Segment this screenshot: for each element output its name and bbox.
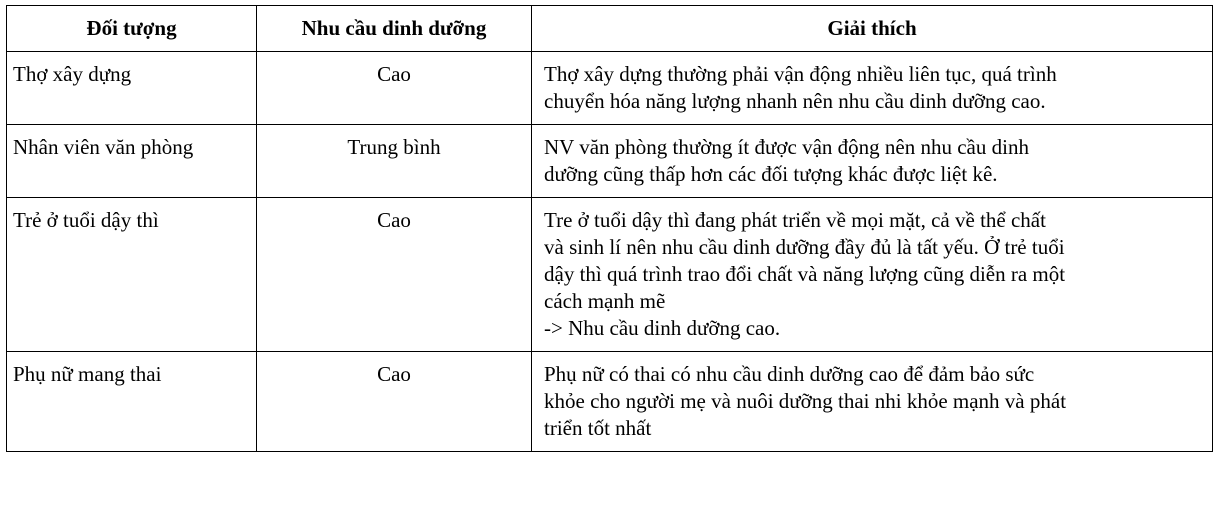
cell-nutrition-need: Trung bình	[257, 125, 532, 198]
explanation-line: dậy thì quá trình trao đổi chất và năng lượng cũng diễn ra một	[544, 262, 1066, 286]
table-body	[7, 52, 1213, 452]
cell-subject: Phụ nữ mang thai	[7, 352, 257, 452]
cell-explanation	[532, 198, 1213, 352]
explanation-line: và sinh lí nên nhu cầu dinh dưỡng đầy đủ là tất yếu. Ở trẻ tuổi	[544, 235, 1065, 259]
cell-nutrition-need: Cao	[257, 52, 532, 125]
explanation-line: NV văn phòng thường ít được vận động nên nhu cầu dinh	[544, 135, 1029, 159]
cell-subject: Nhân viên văn phòng	[7, 125, 257, 198]
table-row	[7, 52, 1213, 125]
header-row	[7, 6, 1213, 52]
explanation-line: triển tốt nhất	[544, 416, 652, 440]
cell-explanation	[532, 125, 1213, 198]
explanation-line: khỏe cho người mẹ và nuôi dưỡng thai nhi khỏe mạnh và phát	[544, 389, 1067, 413]
explanation-line: Phụ nữ có thai có nhu cầu dinh dưỡng cao để đảm bảo sức	[544, 362, 1035, 386]
cell-nutrition-need: Cao	[257, 352, 532, 452]
table-header	[7, 6, 1213, 52]
nutrition-needs-table	[6, 5, 1213, 452]
explanation-line: -> Nhu cầu dinh dưỡng cao.	[544, 316, 781, 340]
explanation-line: Tre ở tuổi dậy thì đang phát triển về mọi mặt, cả về thể chất	[544, 208, 1046, 232]
header-nutrition-need: Nhu cầu dinh dưỡng	[257, 6, 532, 52]
cell-subject: Trẻ ở tuổi dậy thì	[7, 198, 257, 352]
header-explanation: Giải thích	[532, 6, 1213, 52]
explanation-line: Thợ xây dựng thường phải vận động nhiều liên tục, quá trình	[544, 62, 1057, 86]
header-subject: Đối tượng	[7, 6, 257, 52]
table-row	[7, 125, 1213, 198]
cell-nutrition-need: Cao	[257, 198, 532, 352]
cell-explanation	[532, 52, 1213, 125]
table-row	[7, 352, 1213, 452]
explanation-line: dưỡng cũng thấp hơn các đối tượng khác được liệt kê.	[544, 162, 998, 186]
table-row	[7, 198, 1213, 352]
cell-subject: Thợ xây dựng	[7, 52, 257, 125]
explanation-line: cách mạnh mẽ	[544, 289, 666, 313]
explanation-line: chuyển hóa năng lượng nhanh nên nhu cầu dinh dưỡng cao.	[544, 89, 1046, 113]
cell-explanation	[532, 352, 1213, 452]
